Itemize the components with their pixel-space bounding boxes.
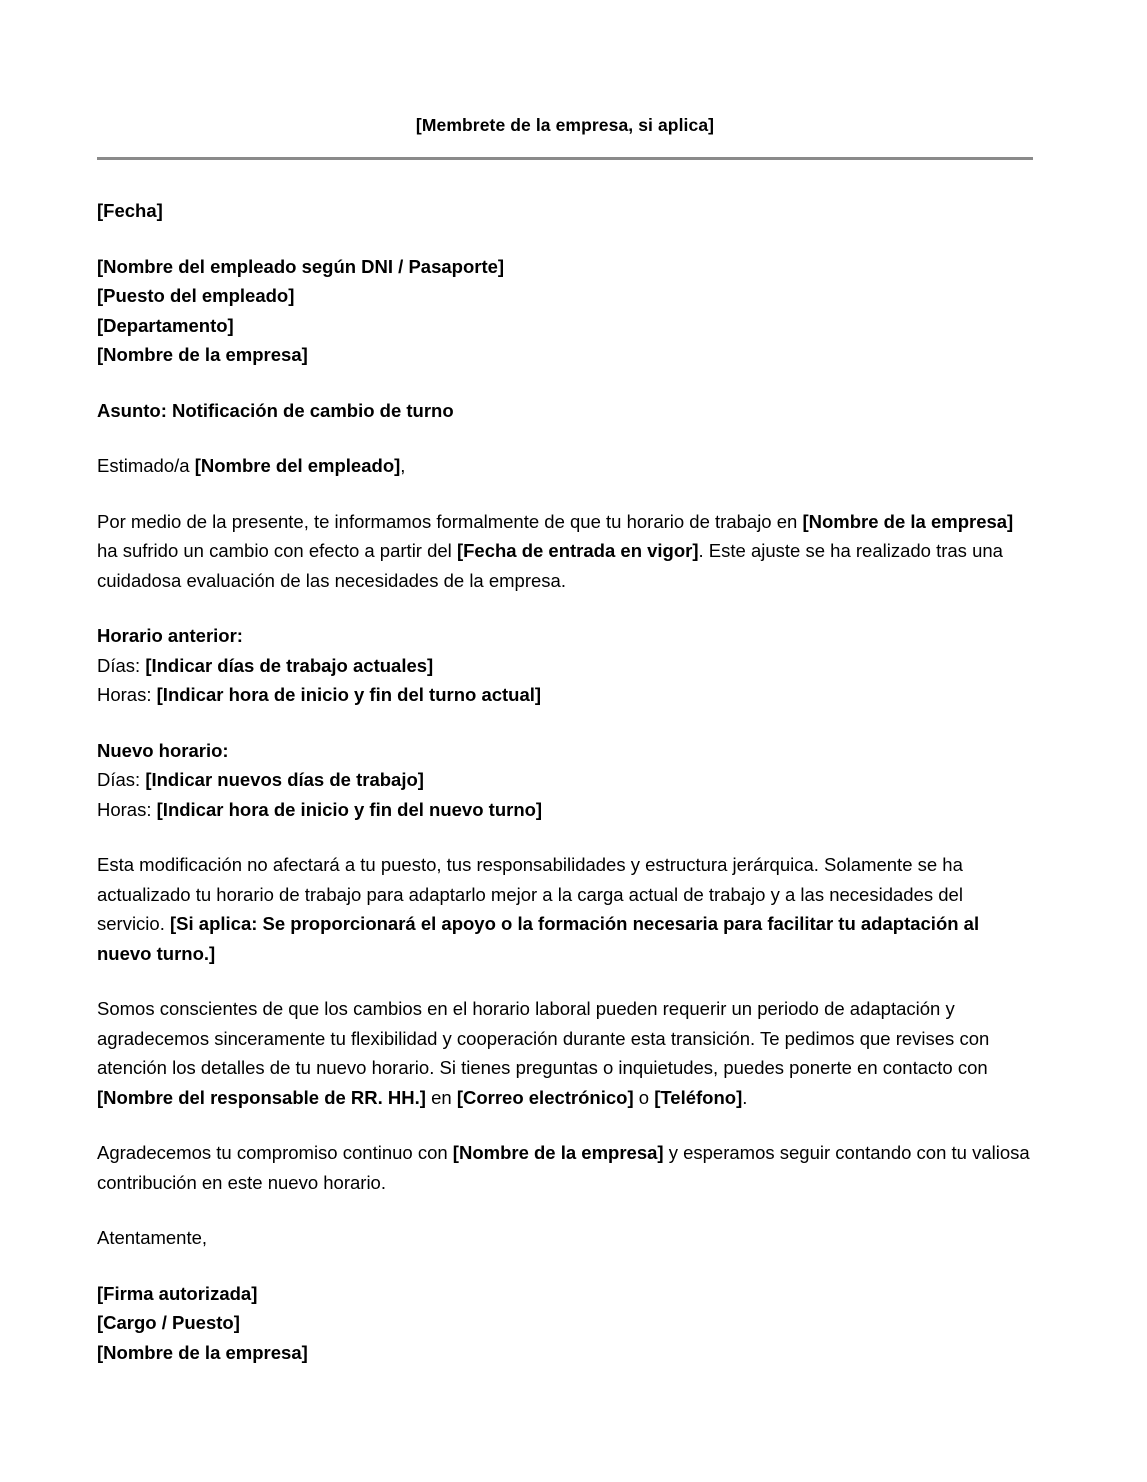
previous-hours-label: Horas: [97,684,157,705]
closing-text-2: y esperamos seguir contando con tu valiosa contribución en este nuevo horario. [97,1142,1030,1193]
sign-off-line: Atentamente, [97,1227,208,1248]
modification-text-1: Esta modificación no afectará a tu puesto, tus responsabilidades y estructura jerárquica. Solamente se ha actualizado tu horario de trabajo para adaptarlo mejor a la carga actual de trabajo y a las necesidades del servicio. [97,854,963,934]
date-placeholder: [Fecha] [97,200,163,221]
intro-text-3: . Este ajuste se ha realizado tras una cuidadosa evaluación de las necesidades de la empresa. [97,540,1003,591]
new-hours-value: [Indicar hora de inicio y fin del nuevo turno] [156,798,543,820]
hr-contact-placeholder: [Nombre del responsable de RR. HH.] [97,1086,426,1108]
previous-schedule-hours [97,680,1033,710]
transition-text-2: en [425,1086,457,1108]
signature-block [97,1279,1033,1368]
email-placeholder: [Correo electrónico] [456,1086,634,1108]
recipient-position: [Puesto del empleado] [97,285,295,306]
letter-content [97,196,1033,1367]
transition-text-3: o [633,1086,655,1108]
previous-days-value: [Indicar días de trabajo actuales] [145,654,434,676]
previous-days-label: Días: [97,654,146,676]
header-divider [97,157,1033,160]
salutation-suffix: , [400,455,406,476]
new-days-value: [Indicar nuevos días de trabajo] [145,769,424,790]
intro-text-1: Por medio de la presente, te informamos formalmente de que tu horario de trabajo en [97,510,803,532]
new-schedule-hours [97,795,1033,825]
signature-authorized: [Firma autorizada] [97,1282,258,1304]
salutation-line [97,451,1033,481]
new-hours-label: Horas: [97,798,157,820]
transition-paragraph [97,994,1033,1112]
recipient-company: [Nombre de la empresa] [97,344,308,365]
signature-position: [Cargo / Puesto] [97,1312,240,1333]
date-line [97,196,1033,226]
intro-company-placeholder: [Nombre de la empresa] [802,510,1014,532]
closing-company-placeholder: [Nombre de la empresa] [452,1142,664,1163]
transition-text-4: . [742,1086,748,1108]
previous-hours-value: [Indicar hora de inicio y fin del turno actual] [156,684,542,705]
recipient-name: [Nombre del empleado según DNI / Pasaporte] [97,255,505,277]
new-days-label: Días: [97,769,146,790]
new-schedule-block [97,736,1033,825]
previous-schedule-heading: Horario anterior: [97,625,243,646]
letter-body [97,113,1033,1367]
salutation-prefix: Estimado/a [97,455,195,476]
subject-line: Asunto: Notificación de cambio de turno [97,399,454,421]
intro-paragraph [97,507,1033,596]
recipient-block [97,252,1033,370]
modification-conditional-note: [Si aplica: Se proporcionará el apoyo o la formación necesaria para facilitar tu adaptación al nuevo turno.] [97,913,980,964]
intro-effective-date-placeholder: [Fecha de entrada en vigor] [456,540,699,561]
letterhead-title: [Membrete de la empresa, si aplica] [415,115,715,135]
closing-text-1: Agradecemos tu compromiso continuo con [97,1142,453,1163]
salutation-name: [Nombre del empleado] [194,455,401,476]
phone-placeholder: [Teléfono] [654,1086,743,1108]
modification-paragraph [97,850,1033,968]
previous-schedule-days [97,651,1033,681]
new-schedule-heading: Nuevo horario: [97,739,229,761]
intro-text-2: ha sufrido un cambio con efecto a partir del [97,540,457,561]
signature-company: [Nombre de la empresa] [97,1341,308,1363]
new-schedule-days [97,765,1033,795]
recipient-department: [Departamento] [97,314,234,336]
transition-text-1: Somos conscientes de que los cambios en el horario laboral pueden requerir un periodo de adaptación y agradecemos sinceramente tu flexibilidad y cooperación durante esta transición. Te pedimos que revises con atención los detalles de tu nuevo horario. Si tienes preguntas o inquietudes, puedes ponerte en contacto con [97,998,990,1078]
closing-paragraph [97,1138,1033,1197]
previous-schedule-block [97,621,1033,710]
